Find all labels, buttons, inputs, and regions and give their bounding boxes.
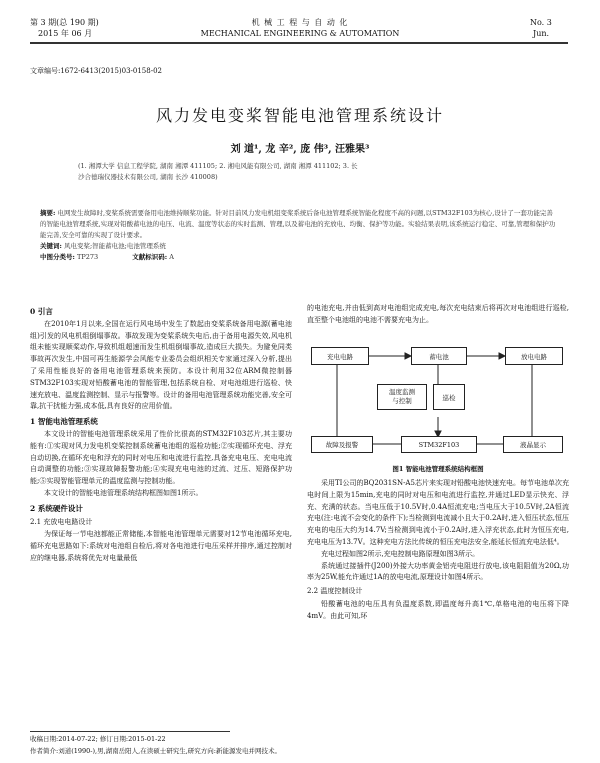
footnote-rule xyxy=(30,731,230,732)
doc-code-value: A xyxy=(169,253,174,261)
keywords-row xyxy=(40,241,558,252)
issue-date: 2015 年 06 月 xyxy=(38,29,93,38)
temperature-label-1: 温度监测 xyxy=(389,388,415,396)
abstract xyxy=(40,208,558,263)
paragraph: 充电过程如图2所示,充电控制电路原理如图3所示。 xyxy=(321,549,480,558)
journal-no: No. 3 xyxy=(530,18,552,27)
discharge-circuit-box: 放电电路 xyxy=(505,347,563,365)
header-rule xyxy=(30,42,568,44)
section-heading: 1 智能电池管理系统 xyxy=(30,417,98,427)
journal-title-cn: 机 械 工 程 与 自 动 化 xyxy=(251,18,349,27)
journal-title-en: MECHANICAL ENGINEERING & AUTOMATION xyxy=(200,29,400,38)
clc-label: 中图分类号: xyxy=(40,253,75,261)
keywords-label: 关键词: xyxy=(40,242,62,250)
keywords: 风电变桨;智能蓄电池;电池管理系统 xyxy=(63,242,166,250)
affiliation-line: 沙合德瑞仪器技术有限公司, 湖南 长沙 410008) xyxy=(78,173,218,181)
affiliations xyxy=(78,161,558,183)
doc-code-label: 文献标识码: xyxy=(132,253,168,261)
author-bio: 作者简介:刘道(1990-),男,湖南岳阳人,在读硕士研究生,研究方向:新能源发电并网技术。 xyxy=(30,747,281,755)
article-id: 文章编号:1672-6413(2015)03-0158-02 xyxy=(30,67,162,75)
paragraph: 本文设计的智能电池管理系统采用了性价比很高的STM32F103芯片,其主要功能有:①实现对风力发电机变桨控制系统蓄电池组的巡检功能;②实现循环充电、浮充自动切换,在循环充电和浮充的同时对电压和电流进行监控,具备充电电压、充电电流自动调整的功能;③实现故障报警功能;④实现充电电池的过流、过压、短路保护功能;⑤实现智能管理单元的温度监测与控制功能。 xyxy=(30,429,292,486)
subsection-heading: 2.1 充放电电路设计 xyxy=(30,517,93,526)
clc-value: TP273 xyxy=(76,253,99,261)
temperature-control-box xyxy=(377,384,427,410)
charge-circuit-box: 充电电路 xyxy=(311,347,369,365)
paragraph: 铅酸蓄电池的电压具有负温度系数,即温度每升高1℃,单格电池的电压将下降4mV。由此可知,环 xyxy=(307,599,569,620)
received-date: 收稿日期:2014-07-22; 修订日期:2015-01-22 xyxy=(30,735,166,743)
patrol-box: 巡检 xyxy=(433,384,465,410)
temperature-label-2: 与控制 xyxy=(392,397,412,405)
abstract-label: 摘要: xyxy=(40,209,56,217)
issue-number: 第 3 期(总 190 期) xyxy=(30,18,99,27)
mcu-box: STM32F103 xyxy=(401,436,477,453)
paragraph: 在2010年1月以来,全国在运行风电场中发生了数起由变桨系统备用电源(蓄电池组)引发的风电机组倒塌事故。事故发现为变桨系统失电后,由于备用电源失效,风电机组未能实现顺桨动作,导致机组超速而发生机组倒塌事故,造成巨大损失。为避免同类事故再次发生,中国可再生能源学会风能专业委员会组织相关专家通过深入分析,提出了采用性能良好的备用电池管理系统来预防。本设计利用32位ARM微控制器STM32F103实现对铅酸蓄电池的智能管理,包括系统自检、对电池组进行巡检、快速充放电、温度监测控制、显示与报警等。设计的备用电池管理系统功能完善,安全可靠,抗干扰能力强,成本低,具有良好的应用价值。 xyxy=(30,319,292,411)
paragraph: 为保证每一节电池都能正常储能,本智能电池管理单元需要对12节电池循环充电,循环充电思路如下:系统对电池组自检后,将对各电池进行电压采样并排序,通过控制对应的继电器,系统将优先对电量最低 xyxy=(30,530,292,562)
paragraph: 系统通过接插件(J200)外接大功率黄金铝壳电阻进行放电,该电阻阻值为20Ω,功率为25W,能允许通过1A的放电电流,原理设计如图4所示。 xyxy=(307,561,569,582)
left-column xyxy=(30,303,292,565)
abstract-text: 电网发生故障时,变桨系统需要备用电池维持顺桨功能。针对目前风力发电机组变桨系统后备电池管理系统智能化程度不高的问题,以STM32F103为核心,设计了一套功能完善的智能电池管理系统,实现对铅酸蓄电池的电压、电流、温度等状态的实时监测、管理,以及蓄电池的充放电、均衡、保护等功能。实验结果表明,该系统运行稳定、可靠,管理和保护功能完善,安全可靠的实现了设计要求。 xyxy=(40,209,556,239)
journal-month: Jun. xyxy=(533,29,550,38)
figure-caption: 图1 智能电池管理系统结构框图 xyxy=(392,465,484,473)
classification-row xyxy=(40,252,558,263)
section-heading: 2 系统硬件设计 xyxy=(30,503,83,513)
page-title: 风力发电变桨智能电池管理系统设计 xyxy=(155,106,444,125)
paragraph: 采用TI公司的BQ2031SN-A5芯片来实现对铅酸电池快速充电。每节电池单次充电时间上限为15min,充电的同时对电压和电流进行监控,并通过LED显示快充、浮充、充满的状态。当电压低于10.5V时,0.4A恒流充电;当电压大于10.5V时,2A恒流充电(注:电流不会变化的条件下);当检测到电流减小且大于0.2A时,进入恒压状态,恒压充电的电压大约为14.7V;当检测到电流小于0.2A时,进入浮充状态,此时为恒压充电,充电电压为13.7V。这种充电方法比传统的恒压充电法安全,能延长恒流充电法低⁴。 xyxy=(307,479,569,546)
right-column-top xyxy=(307,303,569,327)
subsection-heading: 2.2 温度控制设计 xyxy=(307,587,363,596)
figure-block-diagram xyxy=(307,340,569,460)
section-heading: 0 引言 xyxy=(30,307,53,316)
right-column-bottom xyxy=(307,478,569,623)
paragraph: 本文设计的智能电池管理系统结构框图如图1所示。 xyxy=(44,488,203,497)
authors: 刘 道¹, 龙 辛², 庞 伟³, 汪雅果³ xyxy=(230,144,370,155)
battery-pack-box: 蓄电池 xyxy=(411,347,467,365)
affiliation-line: (1. 湘潭大学 信息工程学院, 湖南 湘潭 411105; 2. 湘电风能有限公司, 湖南 湘潭 411102; 3. 长 xyxy=(78,162,358,170)
lcd-display-box: 液晶显示 xyxy=(503,436,563,453)
fault-alarm-box: 故障及报警 xyxy=(311,436,373,453)
paragraph: 的电池充电,并由低到高对电池组完成充电,每次充电结束后将再次对电池组进行巡检,直至整个电池组的电池不需要充电为止。 xyxy=(307,304,569,324)
